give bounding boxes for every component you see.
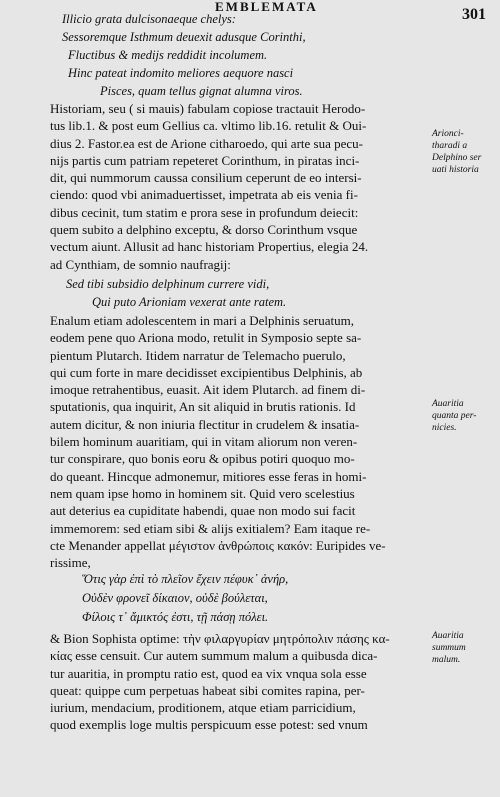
text-line: aut deterius ea cupiditate habendi, quae non modo sui facit — [50, 503, 356, 519]
margin-line: Auaritia — [432, 399, 464, 409]
text-line: nijs partis cum patriam repeteret Corinthum, in piratas inci- — [50, 152, 360, 168]
text-line: pientum Plutarch. Itidem narratur de Telemacho puerulo, — [50, 347, 346, 363]
text-line: imoque retrahentibus, euasit. Ait idem Plutarch. ad finem di- — [50, 382, 366, 398]
text-line: iurium, mendacium, proditionem, atque etiam parricidium, — [50, 700, 356, 716]
euripides-verse — [82, 570, 500, 627]
greek-line: Φίλοις τ᾽ ἄμικτός ἐστι, τῇ πάσῃ πόλει. — [82, 610, 269, 624]
text-line: nem quam ipse homo in hominem sit. Quid vero scelestius — [50, 485, 355, 501]
greek-line: Οὐδὲν φρονεῖ δίκαιον, οὐδὲ βούλεται, — [82, 591, 268, 605]
margin-line: malum. — [432, 655, 461, 665]
text-line: vectum aiunt. Allusit ad hanc historiam Propertius, elegia 24. — [50, 239, 369, 255]
margin-note-summum — [432, 630, 500, 666]
running-head: EMBLEMATA — [215, 0, 318, 14]
text-line: & Bion Sophista optime: τὴν φιλαργυρίαν μητρόπολιν πάσης κα- — [50, 631, 390, 646]
paragraph-bion — [50, 630, 490, 734]
verse-line: Qui puto Arioniam vexerat ante ratem. — [92, 295, 287, 309]
propertius-verse — [66, 275, 500, 311]
margin-line: Arionci- — [432, 129, 464, 139]
text-line: Enalum etiam adolescentem in mari a Delphinis seruatum, — [50, 313, 354, 328]
text-line: eodem pene quo Ariona modo, retulit in Symposio septe sa- — [50, 330, 362, 346]
margin-note-arion — [432, 128, 500, 176]
text-line: rissime, — [50, 555, 91, 571]
text-line: ad Cynthiam, de somnio naufragij: — [50, 256, 231, 272]
margin-line: quanta per- — [432, 411, 477, 421]
text-line: sputationis, qua inquirit, An sit aliquid in brutis rationis. Id — [50, 399, 356, 415]
greek-line: Ὅτις γὰρ ἐπὶ τὸ πλεῖον ἔχειν πέφυκ᾽ ἀνήρ, — [82, 572, 289, 586]
text-line: autem dicitur, & non iniuria flectitur in crudelem & insatia- — [50, 416, 360, 432]
text-line: dit, qui nummorum caussa consilium ceperunt de eo intersi- — [50, 170, 362, 186]
text-line: dius 2. Fastor.ea est de Arione citharoedo, qui arte sua pecu- — [50, 135, 363, 151]
margin-line: uati historia — [432, 165, 479, 175]
text-line: do queant. Hincque admonemur, mitiores esse feras in homi- — [50, 468, 367, 484]
text-line: quod exemplis loge multis perspicuum esse potest: sed vnum — [50, 717, 368, 733]
text-line: immemorem: sed etiam sibi & alijs exitialem? Eam itaque re- — [50, 520, 371, 536]
text-line: qui cum forte in mare decidisset excipientibus Delphinis, ab — [50, 364, 363, 380]
text-line: tus lib.1. & post eum Gellius ca. vltimo lib.16. retulit & Oui- — [50, 118, 367, 134]
margin-line: nicies. — [432, 423, 457, 433]
margin-line: Auaritia — [432, 631, 464, 641]
verse-line: Sessoremque Isthmum deuexit adusque Corinthi, — [62, 30, 306, 44]
page-number: 301 — [462, 6, 486, 23]
margin-line: tharadi a — [432, 141, 468, 151]
verse-line: Pisces, quam tellus gignat alumna viros. — [100, 84, 303, 98]
verse-line: Illicio grata dulcisonaeque chelys: — [62, 12, 236, 26]
verse-line: Sed tibi subsidio delphinum currere vidi, — [66, 277, 270, 291]
verse-line: Hinc pateat indomito meliores aequore nasci — [68, 66, 294, 80]
text-line: ciendo: quod vbi animaduertisset, impetrata ab eis venia fi- — [50, 187, 358, 203]
text-line: tur conspirare, quo bonis eoru & opibus potiri quoquo mo- — [50, 451, 355, 467]
verse-line: Fluctibus & medijs reddidit incolumem. — [68, 48, 268, 62]
margin-note-avarice — [432, 398, 500, 434]
text-line: cte Menander appellat μέγιστον ἀνθρώποις κακόν: Euripides ve- — [50, 537, 386, 553]
margin-line: summum — [432, 643, 466, 653]
text-line: Historiam, seu ( si mauis) fabulam copiose tractauit Herodo- — [50, 101, 366, 116]
text-line: bilem hominum auaritiam, qui in vitam aliorum non veren- — [50, 434, 358, 450]
text-line: dibus cecinit, tum statim e prora sese in profundum deiecit: — [50, 204, 359, 220]
opening-verse — [62, 10, 500, 100]
text-line: κίας esse censuit. Cur autem summum malum a quibusda dica- — [50, 648, 378, 664]
text-line: quem subito a delphino exceptu, & dorso Corinthum vsque — [50, 222, 358, 238]
text-line: queat: quippe cum perpetuas habeat sibi comites rapina, per- — [50, 682, 365, 698]
margin-line: Delphino ser — [432, 153, 482, 163]
paragraph-avarice — [50, 312, 490, 571]
text-line: tur auaritia, in promptu ratio est, quod ea vix vnqua sola esse — [50, 665, 367, 681]
paragraph-arion — [50, 100, 490, 273]
